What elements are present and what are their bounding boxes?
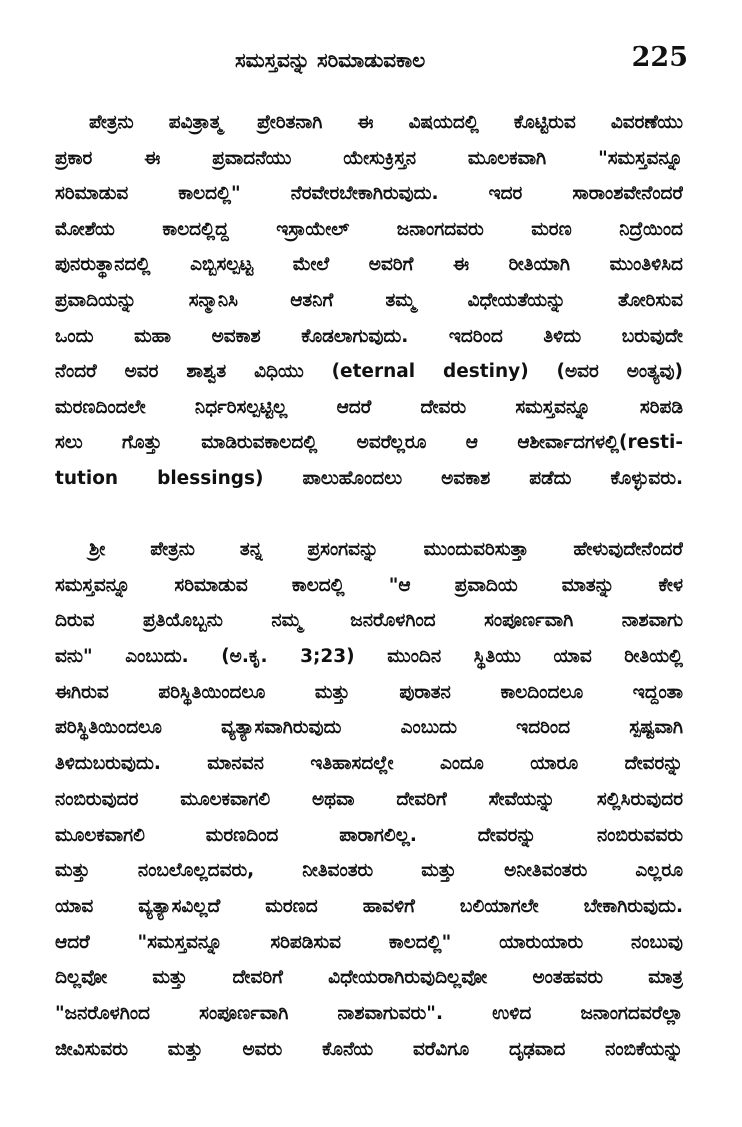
text-line: ಸರಿಮಾಡುವ ಕಾಲದಲ್ಲಿ" ನೆರವೇರಬೇಕಾಗಿರುವುದು. ಇದರ ಸಾರಾಂಶವೇನೆಂದರೆ <box>55 183 683 205</box>
text-line: ನಂಬಿರುವುದರ ಮೂಲಕವಾಗಲಿ ಅಥವಾ ದೇವರಿಗೆ ಸೇವೆಯನ್ನು ಸಲ್ಲಿಸಿರುವುದರ <box>55 788 683 810</box>
text-line: ದಿರುವ ಪ್ರತಿಯೊಬ್ಬನು ನಮ್ಮ ಜನರೊಳಗಿಂದ ಸಂಪೂರ್ಣವಾಗಿ ನಾಶವಾಗು <box>55 610 683 632</box>
running-title: ಸಮಸ್ತವನ್ನು ಸರಿಮಾಡುವಕಾಲ <box>235 48 426 72</box>
text-line: ಮೋಶೆಯ ಕಾಲದಲ್ಲಿದ್ದ ಇಸ್ರಾಯೇಲ್ ಜನಾಂಗದವರು ಮರಣ ನಿದ್ರೆಯಿಂದ <box>55 218 683 240</box>
page-number: 225 <box>631 42 688 73</box>
text-line: ದಿಲ್ಲವೋ ಮತ್ತು ದೇವರಿಗೆ ವಿಧೇಯರಾಗಿರುವುದಿಲ್ಲವೋ ಅಂತಹವರು ಮಾತ್ರ <box>55 967 683 989</box>
text-line: ಪರಿಸ್ಥಿತಿಯಿಂದಲೂ ವ್ಯತ್ಯಾಸವಾಗಿರುವುದು ಎಂಬುದು ಇದರಿಂದ ಸ್ಪಷ್ಟವಾಗಿ <box>55 717 683 739</box>
text-line: ಒಂದು ಮಹಾ ಅವಕಾಶ ಕೊಡಲಾಗುವುದು. ಇದರಿಂದ ತಿಳಿದು ಬರುವುದೇ <box>55 325 683 347</box>
text-line: ಮರಣದಿಂದಲೇ ನಿರ್ಧರಿಸಲ್ಪಟ್ಟಿಲ್ಲ ಆದರೆ ದೇವರು ಸಮಸ್ತವನ್ನೂ ಸರಿಪಡಿ <box>55 396 683 418</box>
text-line: ಶ್ರೀ ಪೇತ್ರನು ತನ್ನ ಪ್ರಸಂಗವನ್ನು ಮುಂದುವರಿಸುತ್ತಾ ಹೇಳುವುದೇನೆಂದರೆ <box>89 539 683 560</box>
text-line: ಸಲು ಗೊತ್ತು ಮಾಡಿರುವಕಾಲದಲ್ಲಿ ಅವರೆಲ್ಲರೂ ಆ ಆಶೀರ್ವಾದಗಳಲ್ಲಿ(resti- <box>55 432 683 454</box>
running-header <box>60 42 700 82</box>
text-line: ಸಮಸ್ತವನ್ನೂ ಸರಿಮಾಡುವ ಕಾಲದಲ್ಲಿ "ಆ ಪ್ರವಾದಿಯ ಮಾತನ್ನು ಕೇಳ <box>55 574 683 596</box>
text-line: ವನು" ಎಂಬುದು. (ಅ.ಕೃ. 3;23) ಮುಂದಿನ ಸ್ಥಿತಿಯು ಯಾವ ರೀತಿಯಲ್ಲಿ <box>55 646 683 668</box>
text-line: ಮತ್ತು ನಂಬಲೊಲ್ಲದವರು, ನೀತಿವಂತರು ಮತ್ತು ಅನೀತಿವಂತರು ಎಲ್ಲರೂ <box>55 860 683 882</box>
text-line: tution blessings) ಪಾಲುಹೊಂದಲು ಅವಕಾಶ ಪಡೆದು ಕೊಳ್ಳುವರು. <box>55 467 683 489</box>
text-line: ಪ್ರವಾದಿಯನ್ನು ಸನ್ಮಾನಿಸಿ ಆತನಿಗೆ ತಮ್ಮ ವಿಧೇಯತೆಯನ್ನು ತೋರಿಸುವ <box>55 289 683 311</box>
paragraph-2 <box>55 532 683 1067</box>
text-line: ಆದರೆ "ಸಮಸ್ತವನ್ನೂ ಸರಿಪಡಿಸುವ ಕಾಲದಲ್ಲಿ" ಯಾರುಯಾರು ನಂಬುವು <box>55 931 683 953</box>
text-line: "ಜನರೊಳಗಿಂದ ಸಂಪೂರ್ಣವಾಗಿ ನಾಶವಾಗುವರು". ಉಳಿದ ಜನಾಂಗದವರೆಲ್ಲಾ <box>55 1002 683 1024</box>
text-line: ಯಾವ ವ್ಯತ್ಯಾಸವಿಲ್ಲದೆ ಮರಣದ ಹಾವಳಿಗೆ ಬಲಿಯಾಗಲೇ ಬೇಕಾಗಿರುವುದು. <box>55 895 683 917</box>
text-line: ಪೇತ್ರನು ಪವಿತ್ರಾತ್ಮ ಪ್ರೇರಿತನಾಗಿ ಈ ವಿಷಯದಲ್ಲಿ ಕೊಟ್ಟಿರುವ ವಿವರಣೆಯು <box>89 112 683 133</box>
paragraph-1 <box>55 105 683 497</box>
text-line: ಈಗಿರುವ ಪರಿಸ್ಥಿತಿಯಿಂದಲೂ ಮತ್ತು ಪುರಾತನ ಕಾಲದಿಂದಲೂ ಇದ್ದಂತಾ <box>55 681 683 703</box>
text-line: ಜೀವಿಸುವರು ಮತ್ತು ಅವರು ಕೊನೆಯ ವರೆವಿಗೂ ದೃಢವಾದ ನಂಬಿಕೆಯನ್ನು <box>55 1038 683 1060</box>
text-line: ಪ್ರಕಾರ ಈ ಪ್ರವಾದನೆಯು ಯೇಸುಕ್ರಿಸ್ತನ ಮೂಲಕವಾಗಿ "ಸಮಸ್ತವನ್ನೂ <box>55 147 683 169</box>
text-line: ಮೂಲಕವಾಗಲಿ ಮರಣದಿಂದ ಪಾರಾಗಲಿಲ್ಲ. ದೇವರನ್ನು ನಂಬಿರುವವರು <box>55 824 683 846</box>
text-line: ಪುನರುತ್ಥಾನದಲ್ಲಿ ಎಬ್ಬಿಸಲ್ಪಟ್ಟ ಮೇಲೆ ಅವರಿಗೆ ಈ ರೀತಿಯಾಗಿ ಮುಂತಿಳಿಸಿದ <box>55 254 683 276</box>
text-line: ತಿಳಿದುಬರುವುದು. ಮಾನವನ ಇತಿಹಾಸದಲ್ಲೇ ಎಂದೂ ಯಾರೂ ದೇವರನ್ನು <box>55 753 683 775</box>
text-line: ನೆಂದರೆ ಅವರ ಶಾಶ್ವತ ವಿಧಿಯು (eternal destiny) (ಅವರ ಅಂತ್ಯವು) <box>55 361 683 383</box>
